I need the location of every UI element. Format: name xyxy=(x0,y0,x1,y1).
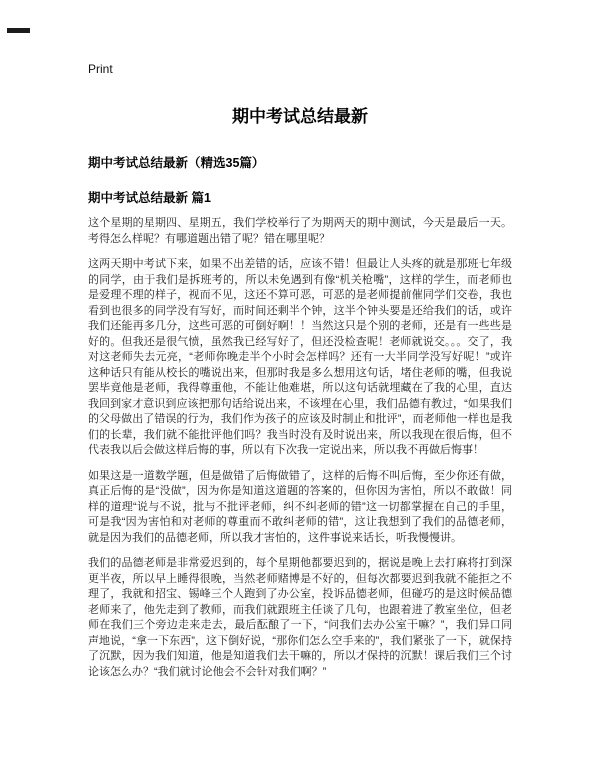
paragraph: 如果这是一道数学题，但是做错了后悔做错了，这样的后悔不叫后悔，至少你还有做，真正后悔的是“没做”，因为你是知道这道题的答案的，但你因为害怕，所以不敢做！同样的道理“说与不说，批与不批评老师，纠不纠老师的错”这一切都掌握在自己的手里，可是我“因为害怕和对老师的尊重而不敢纠老师的错”，这让我想到了我们的品德老师，就是因为我们的品德老师，所以我才害怕的，这件事说来话长，听我慢慢讲。 xyxy=(88,469,512,544)
page-title: 期中考试总结最新 xyxy=(232,107,368,126)
paragraphs xyxy=(88,216,512,680)
print-button[interactable]: Print xyxy=(88,62,113,76)
paragraph: 这两天期中考试下来，如果不出差错的话，应该不错！但最让人头疼的就是那班七年级的同学，由于我们是拆班考的，所以未免遇到有像“机关枪嘴”，这样的学生，而老师也是爱理不理的样子，视而不见，这还不算可恶，可恶的是老师提前催同学们交卷，我也看到也很多的同学没有写好，而时间还剩半个钟，这半个钟头要是还给我们的话，或许我们还能再多几分，这些可恶的可倒好啊！！当然这只是个别的老师，还是有一些些是好的。但我还是很气愤，虽然我已经写好了，但还没检查呢！老师就说交。。。交了，我对这老师失去元亮，“老师你晚走半个小时会怎样吗？还有一大半同学没写好呢！”或许这种话只有能从校长的嘴说出来，但那时我是多么想用这句话，堵住老师的嘴，但我说罢毕竟他是老师，我得尊重他，不能让他难堪，所以这句话就埋藏在了我的心里，直达我回到家才意识到应该把那句话给说出来，不该埋在心里，我们品德有教过，“如果我们的父母做出了错误的行为，我们作为孩子的应该及时制止和批评”，而老师他一样也是我们的长辈，我们就不能批评他们吗？我当时没有及时说出来，所以我现在很后悔，但不代表我以后会做这样后悔的事，所以有下次我一定说出来，所以我不再做后悔事！ xyxy=(88,258,512,456)
section-heading: 期中考试总结最新 篇1 xyxy=(88,191,211,205)
document-subtitle: 期中考试总结最新（精选35篇） xyxy=(88,156,265,170)
paragraph: 这个星期的星期四、星期五，我们学校举行了为期两天的期中测试，今天是最后一天。考得怎么样呢？有哪道题出错了呢？错在哪里呢？ xyxy=(88,217,512,245)
paragraph: 我们的品德老师是非常爱迟到的，每个星期他都要迟到的，据说是晚上去打麻将打到深更半夜，所以早上睡得很晚，当然老师赌博是不好的，但每次都要迟到我就不能拒之不理了，我就和招宝、锡峰三个人跑到了办公室，投诉品德老师，但碰巧的是这时候品德老师来了，他先走到了教师，而我们就跟班主任谈了几句，也跟着进了教室坐位，但老师在我们三个旁边走来走去，最后酝酿了一下，“问我们去办公室干嘛？”，我们异口同声地说，“拿一下东西”，这下倒好说，“那你们怎么空手来的”，我们紧张了一下，就保持了沉默，因为我们知道，他是知道我们去干嘛的，所以才保持的沉默！课后我们三个讨论该怎么办？“我们就讨论他会不会针对我们啊？” xyxy=(88,557,512,678)
top-left-mark xyxy=(7,28,30,33)
